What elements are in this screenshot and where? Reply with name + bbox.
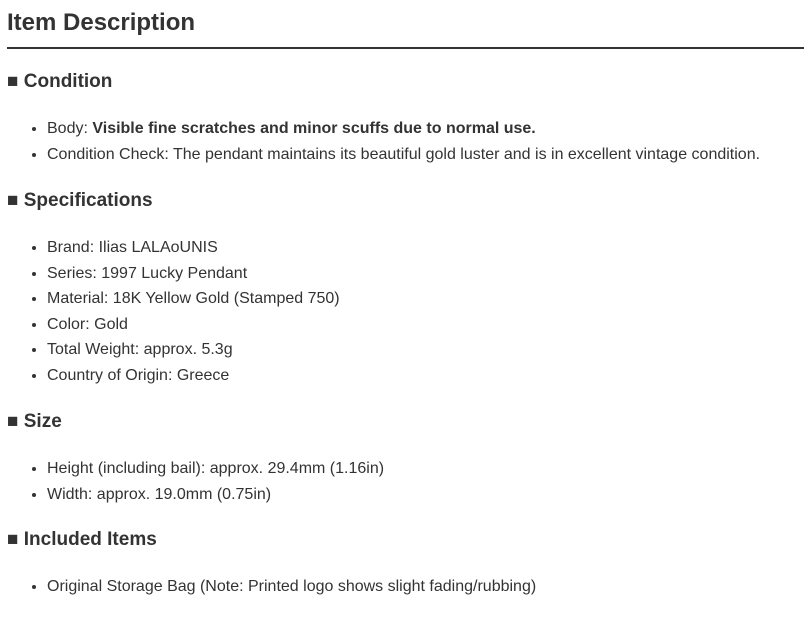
specifications-list bbox=[7, 235, 804, 389]
list-item-total-weight: • Total Weight: approx. 5.3g bbox=[47, 337, 804, 363]
list-item-storage-bag: • Original Storage Bag (Note: Printed logo shows slight fading/rubbing) bbox=[47, 574, 804, 600]
included-items-section bbox=[7, 528, 804, 600]
page-title: Item Description bbox=[7, 0, 804, 49]
condition-section bbox=[7, 70, 804, 167]
specifications-section bbox=[7, 189, 804, 389]
list-item-width: • Width: approx. 19.0mm (0.75in) bbox=[47, 482, 804, 508]
size-section bbox=[7, 410, 804, 507]
list-item-country-of-origin: • Country of Origin: Greece bbox=[47, 363, 804, 389]
list-item-color: • Color: Gold bbox=[47, 312, 804, 338]
condition-heading: ■ Condition bbox=[7, 71, 113, 92]
list-item-condition-check: • Condition Check: The pendant maintains its beautiful gold luster and is in excellent vintage condition. bbox=[47, 142, 804, 168]
condition-list bbox=[7, 116, 804, 167]
body-value: Visible fine scratches and minor scuffs due to normal use. bbox=[92, 120, 536, 137]
body-label: Body: bbox=[47, 120, 93, 137]
size-list bbox=[7, 456, 804, 507]
list-item-series: • Series: 1997 Lucky Pendant bbox=[47, 261, 804, 287]
included-items-heading: ■ Included Items bbox=[7, 529, 157, 550]
included-items-list bbox=[7, 574, 804, 600]
item-description-container bbox=[7, 0, 804, 595]
list-item-brand: • Brand: Ilias LALAoUNIS bbox=[47, 235, 804, 261]
list-item-material: • Material: 18K Yellow Gold (Stamped 750) bbox=[47, 286, 804, 312]
specifications-heading: ■ Specifications bbox=[7, 190, 153, 211]
list-item-body bbox=[47, 116, 804, 142]
size-heading: ■ Size bbox=[7, 411, 62, 432]
list-item-height: • Height (including bail): approx. 29.4mm (1.16in) bbox=[47, 456, 804, 482]
